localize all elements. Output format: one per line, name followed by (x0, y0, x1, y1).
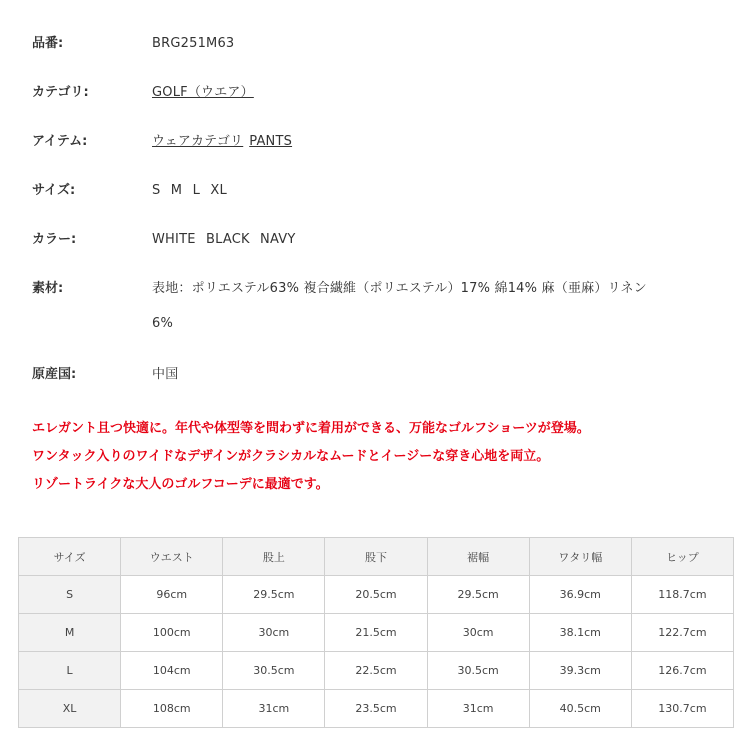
spec-label: 素材: (32, 281, 64, 296)
table-cell: 100cm (121, 614, 223, 652)
material-value-line1: 表地：ポリエステル63% 複合繊維（ポリエステル）17% 綿14% 麻（亜麻）リネン (152, 281, 647, 296)
table-cell: 30.5cm (427, 652, 529, 690)
table-row (19, 690, 734, 728)
spec-row-item (32, 126, 732, 157)
product-specs (32, 28, 732, 390)
spec-row-origin (32, 359, 732, 390)
table-row (19, 652, 734, 690)
description-line: エレガント且つ快適に。年代や体型等を問わずに着用ができる、万能なゴルフショーツが登場。 (32, 421, 590, 436)
spec-row-item-number (32, 28, 732, 59)
size-value: S (152, 183, 161, 198)
size-cell: L (19, 652, 121, 690)
table-cell: 23.5cm (325, 690, 427, 728)
wear-category-link[interactable]: ウェアカテゴリ (152, 134, 244, 149)
pants-link[interactable]: PANTS (249, 134, 293, 149)
size-value: M (170, 183, 183, 198)
table-cell: 22.5cm (325, 652, 427, 690)
table-cell: 30cm (427, 614, 529, 652)
table-cell: 29.5cm (427, 576, 529, 614)
description-line: ワンタック入りのワイドなデザインがクラシカルなムードとイージーな穿き心地を両立。 (32, 449, 550, 464)
column-header-hem-width: 裾幅 (427, 538, 529, 576)
column-header-hip: ヒップ (631, 538, 733, 576)
size-value: L (192, 183, 201, 198)
size-chart-table (18, 537, 734, 728)
column-header-size: サイズ (19, 538, 121, 576)
color-value: NAVY (260, 232, 296, 247)
table-cell: 31cm (427, 690, 529, 728)
column-header-thigh-width: ワタリ幅 (529, 538, 631, 576)
category-link[interactable]: GOLF（ウエア） (152, 85, 254, 100)
table-cell: 38.1cm (529, 614, 631, 652)
table-cell: 30cm (223, 614, 325, 652)
size-cell: M (19, 614, 121, 652)
color-value: WHITE (152, 232, 196, 247)
table-cell: 130.7cm (631, 690, 733, 728)
table-cell: 40.5cm (529, 690, 631, 728)
table-cell: 30.5cm (223, 652, 325, 690)
table-cell: 39.3cm (529, 652, 631, 690)
spec-label: カラー: (32, 232, 77, 247)
spec-label: アイテム: (32, 134, 88, 149)
spec-label: 品番: (32, 36, 64, 51)
table-cell: 118.7cm (631, 576, 733, 614)
spec-row-material (32, 273, 732, 341)
table-row (19, 576, 734, 614)
color-value: BLACK (205, 232, 250, 247)
spec-row-color (32, 224, 732, 255)
item-number-value: BRG251M63 (152, 36, 235, 51)
table-header-row (19, 538, 734, 576)
column-header-waist: ウエスト (121, 538, 223, 576)
table-cell: 29.5cm (223, 576, 325, 614)
table-cell: 36.9cm (529, 576, 631, 614)
table-cell: 31cm (223, 690, 325, 728)
column-header-rise: 股上 (223, 538, 325, 576)
spec-row-category (32, 77, 732, 108)
spec-label: カテゴリ: (32, 85, 89, 100)
table-cell: 96cm (121, 576, 223, 614)
table-cell: 21.5cm (325, 614, 427, 652)
column-header-inseam: 股下 (325, 538, 427, 576)
description-line: リゾートライクな大人のゴルフコーデに最適です。 (32, 477, 329, 492)
origin-value: 中国 (152, 367, 179, 382)
size-value: XL (210, 183, 227, 198)
table-row (19, 614, 734, 652)
spec-label: サイズ: (32, 183, 76, 198)
table-cell: 104cm (121, 652, 223, 690)
table-cell: 122.7cm (631, 614, 733, 652)
table-cell: 126.7cm (631, 652, 733, 690)
spec-label: 原産国: (32, 367, 77, 382)
material-value-line2: 6% (152, 316, 174, 331)
table-cell: 108cm (121, 690, 223, 728)
size-cell: XL (19, 690, 121, 728)
table-cell: 20.5cm (325, 576, 427, 614)
spec-row-size (32, 175, 732, 206)
size-cell: S (19, 576, 121, 614)
product-description (32, 415, 732, 499)
